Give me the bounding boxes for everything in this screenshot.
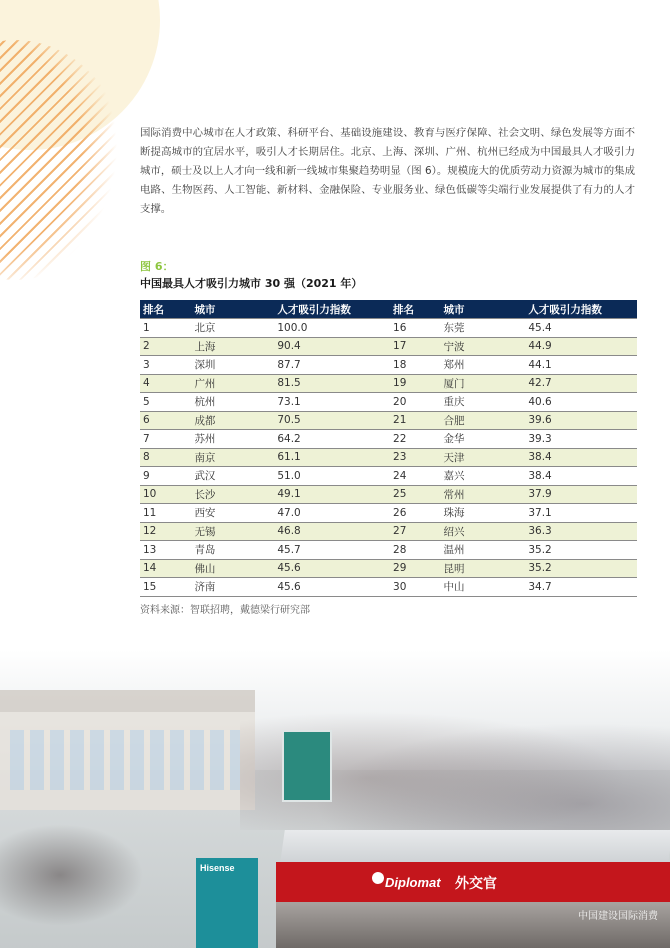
header-rank: 排名 (390, 300, 440, 319)
table-row (140, 319, 637, 338)
cell-rank: 17 (390, 337, 440, 356)
cell-rank: 23 (390, 448, 440, 467)
cell-rank: 5 (140, 393, 191, 412)
cell-rank: 4 (140, 374, 191, 393)
cell-rank: 14 (140, 559, 191, 578)
cell-index: 35.2 (525, 559, 637, 578)
table-row (140, 504, 637, 523)
cell-rank: 25 (390, 485, 440, 504)
cell-index: 45.6 (274, 559, 390, 578)
cell-rank: 26 (390, 504, 440, 523)
figure-title: 中国最具人才吸引力城市 30 强（2021 年） (140, 277, 363, 290)
source-note: 资料来源：智联招聘，戴德梁行研究部 (140, 605, 310, 616)
cell-city: 中山 (440, 578, 525, 597)
header-rank: 排名 (140, 300, 191, 319)
cell-city: 嘉兴 (440, 467, 525, 486)
header-index: 人才吸引力指数 (274, 300, 390, 319)
table-row (140, 559, 637, 578)
cell-city: 青岛 (191, 541, 274, 560)
cell-index: 37.1 (525, 504, 637, 523)
table-header-row (140, 300, 637, 319)
cell-rank: 18 (390, 356, 440, 375)
cell-rank: 20 (390, 393, 440, 412)
photo-store-brand: Diplomat (385, 875, 441, 890)
cell-city: 南京 (191, 448, 274, 467)
cell-rank: 24 (390, 467, 440, 486)
cell-city: 重庆 (440, 393, 525, 412)
table-row (140, 467, 637, 486)
cell-rank: 28 (390, 541, 440, 560)
table-row (140, 337, 637, 356)
cell-city: 郑州 (440, 356, 525, 375)
photo-kiosk-shelves (10, 730, 240, 790)
store-logo-icon (372, 872, 384, 884)
cell-index: 38.4 (525, 467, 637, 486)
cell-city: 济南 (191, 578, 274, 597)
cell-city: 无锡 (191, 522, 274, 541)
cell-city: 常州 (440, 485, 525, 504)
cell-index: 61.1 (274, 448, 390, 467)
airport-terminal-photo (0, 650, 670, 948)
cell-city: 珠海 (440, 504, 525, 523)
cell-index: 64.2 (274, 430, 390, 449)
cell-city: 深圳 (191, 356, 274, 375)
cell-index: 70.5 (274, 411, 390, 430)
header-city: 城市 (440, 300, 525, 319)
cell-rank: 7 (140, 430, 191, 449)
cell-rank: 27 (390, 522, 440, 541)
cell-city: 广州 (191, 374, 274, 393)
photo-info-kiosk (282, 730, 332, 802)
cell-city: 佛山 (191, 559, 274, 578)
table-row (140, 430, 637, 449)
table-row (140, 411, 637, 430)
cell-city: 合肥 (440, 411, 525, 430)
cell-city: 天津 (440, 448, 525, 467)
cell-index: 39.3 (525, 430, 637, 449)
cell-index: 90.4 (274, 337, 390, 356)
cell-index: 45.6 (274, 578, 390, 597)
cell-rank: 12 (140, 522, 191, 541)
cell-index: 45.4 (525, 319, 637, 338)
cell-city: 厦门 (440, 374, 525, 393)
cell-index: 38.4 (525, 448, 637, 467)
cell-city: 上海 (191, 337, 274, 356)
cell-rank: 21 (390, 411, 440, 430)
cell-index: 51.0 (274, 467, 390, 486)
photo-kiosk (0, 690, 255, 810)
table-row (140, 578, 637, 597)
table-row (140, 356, 637, 375)
table-row (140, 374, 637, 393)
cell-city: 温州 (440, 541, 525, 560)
cell-index: 47.0 (274, 504, 390, 523)
cell-index: 49.1 (274, 485, 390, 504)
header-index: 人才吸引力指数 (525, 300, 637, 319)
photo-kiosk-roof (0, 690, 255, 712)
table-row (140, 541, 637, 560)
cell-index: 44.9 (525, 337, 637, 356)
header-city: 城市 (191, 300, 274, 319)
cell-index: 81.5 (274, 374, 390, 393)
cell-city: 东莞 (440, 319, 525, 338)
cell-index: 42.7 (525, 374, 637, 393)
footer-text: 中国建设国际消费 (578, 911, 658, 922)
cell-index: 36.3 (525, 522, 637, 541)
cell-city: 绍兴 (440, 522, 525, 541)
cell-rank: 16 (390, 319, 440, 338)
cell-city: 北京 (191, 319, 274, 338)
cell-rank: 3 (140, 356, 191, 375)
cell-rank: 9 (140, 467, 191, 486)
cell-city: 长沙 (191, 485, 274, 504)
cell-rank: 2 (140, 337, 191, 356)
cell-rank: 1 (140, 319, 191, 338)
cell-city: 宁波 (440, 337, 525, 356)
cell-index: 100.0 (274, 319, 390, 338)
table-row (140, 393, 637, 412)
cell-index: 87.7 (274, 356, 390, 375)
cell-index: 37.9 (525, 485, 637, 504)
table-row (140, 448, 637, 467)
cell-rank: 22 (390, 430, 440, 449)
cell-rank: 11 (140, 504, 191, 523)
cell-index: 40.6 (525, 393, 637, 412)
cell-city: 杭州 (191, 393, 274, 412)
table-row (140, 485, 637, 504)
photo-store-brand-cn: 外交官 (455, 876, 497, 892)
table-row (140, 522, 637, 541)
cell-rank: 13 (140, 541, 191, 560)
cell-rank: 15 (140, 578, 191, 597)
cell-city: 昆明 (440, 559, 525, 578)
cell-rank: 6 (140, 411, 191, 430)
figure-label: 图 6： (140, 260, 174, 273)
photo-people (0, 820, 150, 930)
cell-index: 73.1 (274, 393, 390, 412)
intro-paragraph: 国际消费中心城市在人才政策、科研平台、基础设施建设、教育与医疗保障、社会文明、绿色发展等方面不断提高城市的宜居水平，吸引人才长期居住。北京、上海、深圳、广州、杭州已经成为中国最具人才吸引力城市，硕士及以上人才向一线和新一线城市集聚趋势明显（图 6）。规模庞大的优质劳动力资源为城市的集成电路、生物医药、人工智能、新材料、金融保险、专业服务业、绿色低碳等尖端行业发展提供了有力的人才支撑。 (140, 127, 635, 215)
cell-index: 39.6 (525, 411, 637, 430)
cell-rank: 29 (390, 559, 440, 578)
cell-rank: 8 (140, 448, 191, 467)
cell-city: 金华 (440, 430, 525, 449)
cell-index: 45.7 (274, 541, 390, 560)
cell-city: 成都 (191, 411, 274, 430)
cell-city: 苏州 (191, 430, 274, 449)
table-body (140, 319, 637, 597)
photo-hisense-sign: Hisense (200, 863, 235, 873)
cell-rank: 30 (390, 578, 440, 597)
talent-ranking-table (140, 300, 637, 597)
cell-city: 武汉 (191, 467, 274, 486)
cell-index: 35.2 (525, 541, 637, 560)
cell-city: 西安 (191, 504, 274, 523)
cell-rank: 10 (140, 485, 191, 504)
cell-index: 44.1 (525, 356, 637, 375)
cell-index: 34.7 (525, 578, 637, 597)
cell-index: 46.8 (274, 522, 390, 541)
cell-rank: 19 (390, 374, 440, 393)
